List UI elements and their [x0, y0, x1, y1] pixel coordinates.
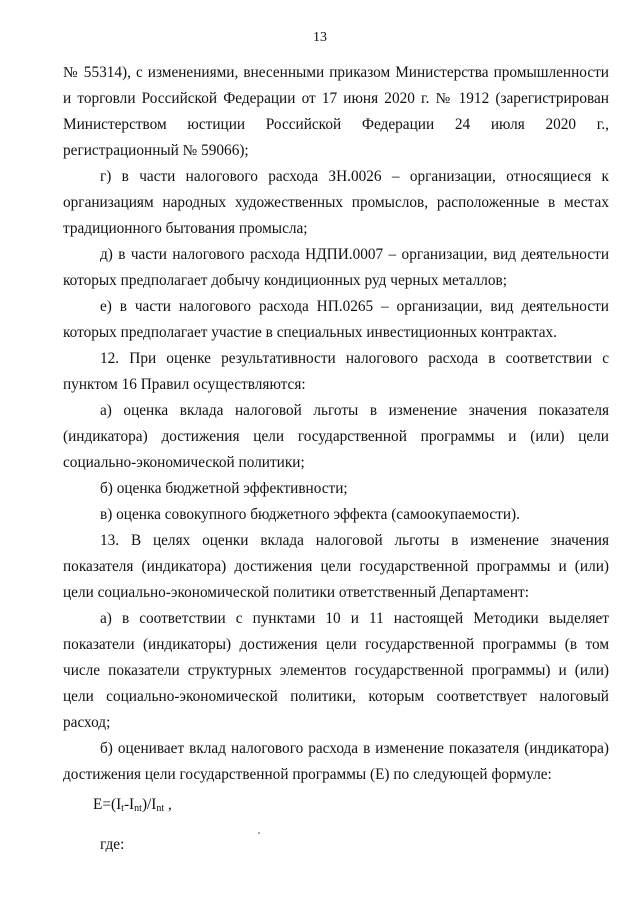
paragraph-section-12: 12. При оценке результативности налогового расхода в соответствии с пунктом 16 Правил осуществляются: [63, 350, 609, 393]
where-label: где: [100, 836, 125, 853]
document-body [63, 60, 609, 858]
formula-tail: , [164, 796, 172, 813]
formula-lhs: E=(I [93, 796, 122, 813]
paragraph-item-d: д) в части налогового расхода НДПИ.0007 – организации, вид деятельности которых предполагает добычу кондиционных руд черных металлов; [63, 246, 609, 289]
paragraph-13-a: а) в соответствии с пунктами 10 и 11 настоящей Методики выделяет показатели (индикаторы) достижения цели государственной программы (в том числе показатели структурных элементов государственной программы) и (или) цели социально-экономической политики, которым соответствует налоговый расход; [63, 610, 609, 731]
scan-speck [258, 832, 260, 834]
paragraph-12-a: а) оценка вклада налоговой льготы в изменение значения показателя (индикатора) достижения цели государственной программы и (или) цели социально-экономической политики; [63, 402, 609, 471]
paragraph-item-e: е) в части налогового расхода НП.0265 – организации, вид деятельности которых предполагает участие в специальных инвестиционных контрактах. [63, 298, 609, 341]
formula-mid: -I [123, 796, 135, 813]
paragraph-12-v: в) оценка совокупного бюджетного эффекта (самоокупаемости). [100, 506, 520, 523]
paragraph-section-13: 13. В целях оценки вклада налоговой льготы в изменение значения показателя (индикатора) достижения цели государственной программы и (или) цели социально-экономической политики ответственный Департамент: [63, 532, 609, 601]
paragraph-continuation: № 55314), с изменениями, внесенными приказом Министерства промышленности и торговли Российской Федерации от 17 июня 2020 г. № 1912 (зарегистрирован Министерством юстиции Российской Федерации 24 июля 2020 г., регистрационный № 59066); [63, 64, 609, 159]
page-number: 13 [313, 30, 327, 45]
formula-sub-nt: nt [134, 803, 142, 814]
paragraph-12-b: б) оценка бюджетной эффективности; [100, 480, 348, 497]
formula-sub-t: t [121, 803, 124, 814]
paragraph-item-g: г) в части налогового расхода ЗН.0026 – организации, относящиеся к организациям народных художественных промыслов, расположенные в местах традиционного бытования промысла; [63, 168, 609, 237]
formula-mid2: )/I [141, 796, 157, 813]
formula [63, 792, 609, 822]
formula-sub-nt-2: nt [156, 803, 165, 814]
paragraph-13-b: б) оценивает вклад налогового расхода в изменение показателя (индикатора) достижения цели государственной программы (E) по следующей формуле: [63, 740, 609, 783]
